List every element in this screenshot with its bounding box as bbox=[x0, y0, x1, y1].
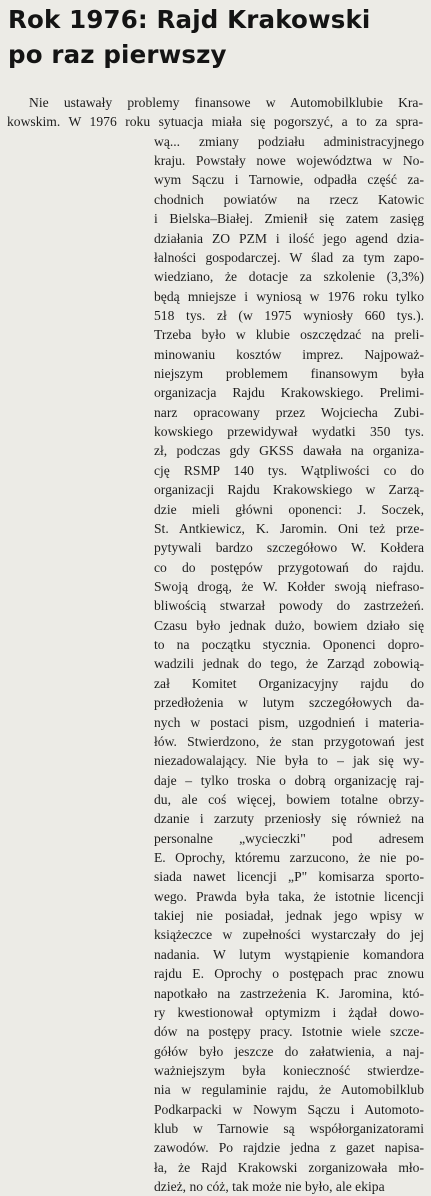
article-line: zał Komitet Organizacyjny rajdu do bbox=[154, 675, 424, 691]
article-line: Podkarpacki w Nowym Sączu i Automoto- bbox=[154, 1101, 424, 1117]
article-line: Czasu było jednak dużo, bowiem działo się bbox=[154, 617, 424, 633]
article-line: pytywali bardzo szczegółowo W. Kołdera bbox=[154, 540, 424, 556]
article-headline bbox=[8, 2, 428, 72]
article-line: dów na postępy pracy. Istotnie wiele szcze- bbox=[154, 1024, 424, 1040]
article-line: będą mniejsze i wyniosą w 1976 roku tylko bbox=[154, 288, 424, 304]
article-line: kowskiego przewidywał wydatki 350 tys. bbox=[154, 424, 424, 440]
article-line: organizacji Rajdu Krakowskiego w Zarzą- bbox=[154, 482, 424, 498]
article-line: chodnich powiatów na rzecz Katowic bbox=[154, 191, 424, 207]
article-line: i Bielska–Białej. Zmienił się zatem zasięg bbox=[154, 211, 424, 227]
article-line: nadania. W lutym wystąpienie komandora bbox=[154, 946, 424, 962]
article-line: wiedziano, że dotacje za szkolenie (3,3%) bbox=[154, 269, 424, 285]
article-body bbox=[7, 93, 423, 1196]
article-line: daje – tylko troska o dobrą organizację raj- bbox=[154, 772, 424, 788]
article-line: napotkało na zastrzeżenia K. Jaromina, któ- bbox=[154, 985, 424, 1001]
article-line: bliwością stwarzał powody do zastrzeżeń. bbox=[154, 598, 424, 614]
article-line: rajdu E. Oprochy o postępach prac znowu bbox=[154, 966, 424, 982]
headline-line-2: po raz pierwszy bbox=[8, 40, 227, 69]
article-line: cję RSMP 140 tys. Wątpliwości co do bbox=[154, 462, 424, 478]
article-line: dzanie i zarzuty przeniosły się również na bbox=[154, 811, 424, 827]
article-line: dzież, no cóż, tak może nie było, ale ekipa bbox=[154, 1179, 385, 1195]
article-line: wym Sączu i Tarnowie, odpadła część za- bbox=[154, 172, 424, 188]
article-line: kowskim. W 1976 roku sytuacja miała się pogorszyć, a to za spra- bbox=[7, 114, 423, 130]
article-line: wego. Prawda była taka, że istotnie licencji bbox=[154, 888, 424, 904]
article-line: ry kwestionował optymizm i żądał dowo- bbox=[154, 1004, 424, 1020]
article-line: to na początku stycznia. Oponenci dopro- bbox=[154, 637, 424, 653]
article-line: zawodów. Po rajdzie jedna z gazet napisa- bbox=[154, 1140, 424, 1156]
article-line: kraju. Powstały nowe województwa w No- bbox=[154, 153, 424, 169]
article-line: organizacja Rajdu Krakowskiego. Prelimi- bbox=[154, 385, 424, 401]
article-line: przedłożenia w lutym szczegółowych da- bbox=[154, 695, 424, 711]
article-line: ważniejszym była konieczność stwierdze- bbox=[154, 1062, 424, 1078]
article-line: niejszym problemem finansowym była bbox=[154, 366, 424, 382]
article-line: minowaniu kosztów imprez. Najpoważ- bbox=[154, 346, 424, 362]
article-line: Trzeba było w klubie oszczędzać na preli- bbox=[154, 327, 424, 343]
article-line: nych w postaci pism, uzgodnień i materia- bbox=[154, 714, 424, 730]
article-line: St. Antkiewicz, K. Jaromin. Oni też prze- bbox=[154, 520, 424, 536]
article-line: gółów było jeszcze do załatwienia, a naj- bbox=[154, 1043, 424, 1059]
article-line: książeczce w zupełności wystarczały do jej bbox=[154, 927, 424, 943]
article-line: wadzili jednak do tego, że Zarząd zobowią- bbox=[154, 656, 424, 672]
article-line: 518 tys. zł (w 1975 wyniosły 660 tys.). bbox=[154, 307, 424, 323]
article-line: ła, że Rajd Krakowski zorganizowała mło- bbox=[154, 1159, 424, 1175]
article-line: wą... zmiany podziału administracyjnego bbox=[154, 133, 424, 149]
article-line: takiej nie posiadał, jednak jego wpisy w bbox=[154, 908, 424, 924]
article-line: Nie ustawały problemy finansowe w Automobilklubie Kra- bbox=[29, 95, 423, 110]
article-line: co do postępów przygotowań do rajdu. bbox=[154, 559, 424, 575]
article-line: klub w Tarnowie są współorganizatorami bbox=[154, 1121, 424, 1137]
article-line: siada nawet licencji „P" komisarza sporto- bbox=[154, 869, 424, 885]
article-line: Swoją drogą, że W. Kołder swoją niefraso- bbox=[154, 578, 424, 594]
article-line: łów. Stwierdzono, że stan przygotowań jest bbox=[154, 733, 424, 749]
article-line: dzie mieli główni oponenci: J. Soczek, bbox=[154, 501, 424, 517]
article-line: personalne „wycieczki" pod adresem bbox=[154, 830, 424, 846]
article-line: łalności gospodarczej. W ślad za tym zapo- bbox=[154, 249, 424, 265]
headline-line-1: Rok 1976: Rajd Krakowski bbox=[8, 5, 371, 34]
article-line: działania ZO PZM i ilość jego agend dzia- bbox=[154, 230, 424, 246]
article-line: du, ale coś więcej, bowiem totalne obrzy- bbox=[154, 791, 424, 807]
article-line: zł, podczas gdy GKSS dawała na organiza- bbox=[154, 443, 424, 459]
article-line: E. Oprochy, któremu zarzucono, że nie po- bbox=[154, 850, 424, 866]
article-line: niezadowalający. Nie była to – jak się wy- bbox=[154, 753, 424, 769]
article-line: narz opracowany przez Wojciecha Zubi- bbox=[154, 404, 424, 420]
article-line: nia w regulaminie rajdu, że Automobilklub bbox=[154, 1082, 424, 1098]
